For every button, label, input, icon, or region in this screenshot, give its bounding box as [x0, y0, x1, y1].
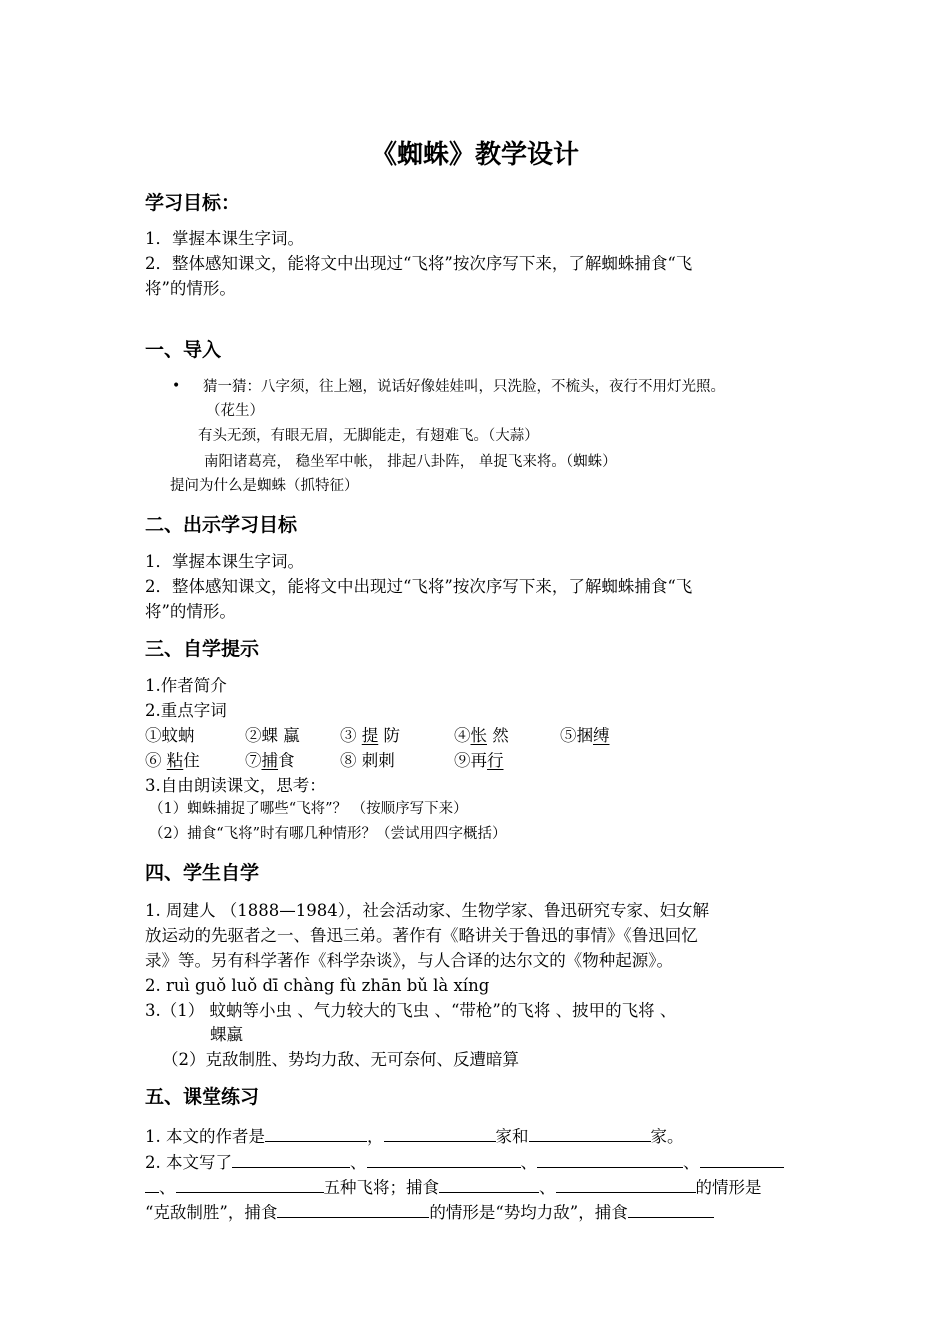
- objective-line-2: 2．整体感知课文，能将文中出现过“飞将”按次序写下来，了解蜘蛛捕食“飞: [145, 254, 693, 273]
- answer-3-line-1: 3.（1） 蚊蚋等小虫 、气力较大的飞虫 、“带枪”的飞将 、披甲的飞将 、: [145, 1001, 677, 1020]
- goal-line-2: 2．整体感知课文，能将文中出现过“飞将”按次序写下来，了解蜘蛛捕食“飞: [145, 577, 693, 596]
- section-5-heading: 五、课堂练习: [145, 1086, 260, 1108]
- question-2: （2）捕食“飞将”时有哪几种情形？（尝试用四字概括）: [149, 826, 507, 842]
- blank-field[interactable]: [700, 1149, 784, 1168]
- study-para-1-line-2: 放运动的先驱者之一、鲁迅三弟。著作有《略讲关于鲁迅的事情》《鲁迅回忆: [145, 926, 698, 945]
- blank-field[interactable]: [145, 1174, 159, 1193]
- blank-field[interactable]: [628, 1199, 714, 1218]
- study-para-1-line-1: 1. 周建人 （1888—1984），社会活动家、生物学家、鲁迅研究专家、妇女解: [145, 901, 709, 920]
- riddle-1: 猜一猜：八字须，往上翘，说话好像娃娃叫，只洗脸，不梳头，夜行不用灯光照。: [203, 379, 725, 395]
- answer-3-line-2: 蜾蠃: [210, 1025, 243, 1044]
- section-3-heading: 三、自学提示: [145, 638, 260, 660]
- word-2: ②蜾 蠃: [245, 726, 300, 745]
- hint-item-2: 2.重点字词: [145, 701, 227, 720]
- riddle-question: 提问为什么是蜘蛛（抓特征）: [170, 478, 359, 494]
- hint-item-1: 1.作者简介: [145, 676, 227, 695]
- word-8: ⑧ 刺刺: [340, 751, 395, 770]
- word-3: ③ 提 防: [340, 726, 400, 745]
- objectives-heading: 学习目标：: [145, 192, 241, 214]
- blank-field[interactable]: [232, 1149, 350, 1168]
- blank-field[interactable]: [556, 1174, 696, 1193]
- word-9: ⑨再行: [454, 751, 504, 770]
- word-6: ⑥ 粘住: [145, 751, 200, 770]
- exercise-2-line-3: “克敌制胜”，捕食 的情形是“势均力敌”，捕食: [145, 1199, 810, 1225]
- pinyin-line: 2. ruì guǒ luǒ dī chàng fù zhān bǔ là xíng: [145, 976, 490, 995]
- exercise-2-line-2: 、 五种飞将；捕食 、 的情形是: [145, 1174, 810, 1200]
- word-4: ④怅 然: [454, 726, 509, 745]
- exercise-2-line-1: 2. 本文写了 、 、 、: [145, 1149, 810, 1175]
- riddle-1-answer: （花生）: [206, 403, 264, 419]
- blank-field[interactable]: [176, 1174, 324, 1193]
- blank-field[interactable]: [367, 1149, 521, 1168]
- hint-item-3: 3.自由朗读课文，思考：: [145, 776, 326, 795]
- blank-field[interactable]: [439, 1174, 539, 1193]
- section-1-heading: 一、导入: [145, 339, 222, 361]
- riddle-3: 南阳诸葛亮， 稳坐军中帐， 排起八卦阵， 单捉飞来将。（蜘蛛）: [204, 454, 617, 470]
- word-7: ⑦捕食: [245, 751, 295, 770]
- bullet-icon: •: [172, 378, 181, 394]
- study-para-1-line-3: 录》等。另有科学著作《科学杂谈》，与人合译的达尔文的《物种起源》。: [145, 951, 673, 970]
- word-1: ①蚊蚋: [145, 726, 195, 745]
- question-1: （1）蜘蛛捕捉了哪些“飞将”？ （按顺序写下来）: [149, 801, 468, 817]
- blank-field[interactable]: [265, 1123, 367, 1142]
- blank-field[interactable]: [537, 1149, 683, 1168]
- word-5: ⑤捆缚: [560, 726, 610, 745]
- blank-field[interactable]: [277, 1199, 429, 1218]
- goal-line-1: 1．掌握本课生字词。: [145, 552, 304, 571]
- exercise-1: 1. 本文的作者是 ， 家和 家。: [145, 1123, 810, 1149]
- blank-field[interactable]: [529, 1123, 651, 1142]
- riddle-2: 有头无颈，有眼无眉，无脚能走，有翅难飞。（大蒜）: [198, 428, 539, 444]
- objective-line-3: 将”的情形。: [145, 279, 236, 298]
- blank-field[interactable]: [384, 1123, 496, 1142]
- goal-line-3: 将”的情形。: [145, 602, 236, 621]
- answer-3-line-3: （2）克敌制胜、势均力敌、无可奈何、反遭暗算: [162, 1050, 519, 1069]
- objective-line-1: 1．掌握本课生字词。: [145, 229, 304, 248]
- section-4-heading: 四、学生自学: [145, 862, 260, 884]
- section-2-heading: 二、出示学习目标: [145, 514, 298, 536]
- page-title: 《蜘蛛》教学设计: [370, 140, 579, 170]
